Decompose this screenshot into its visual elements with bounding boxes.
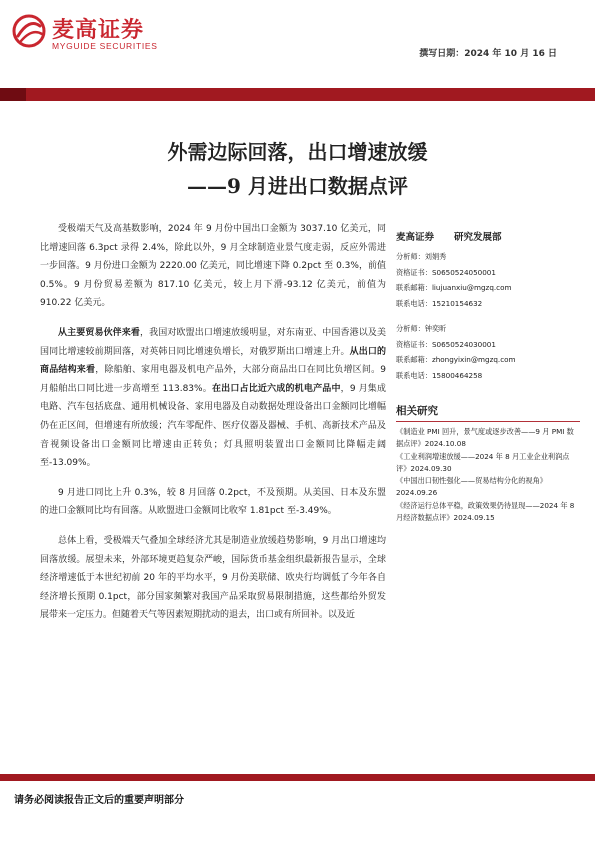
- sidebar: [396, 229, 580, 524]
- logo-text-en: MYGUIDE SECURITIES: [52, 41, 158, 51]
- footer-divider-bar: [0, 774, 595, 781]
- body-paragraph-1: 受极端天气及高基数影响，2024 年 9 月份中国出口金额为 3037.10 亿美元，同比增速回落 6.3pct 录得 2.4%，除此以外，9 月全球制造业景气度走弱，反应外需进一步回落。9 月份进口金额为 2220.00 亿美元，同比增速下降 0.2pct 至 0.3%，前值 0.5%。9 月份贸易差额为 817.10 亿美元，较上月下滑-93.12 亿美元，前值为 910.22 亿美元。: [40, 224, 386, 309]
- analyst-phone: 联系电话：15210154632: [396, 298, 483, 308]
- related-research-item[interactable]: 《制造业 PMI 回升，景气度或逐步改善——9 月 PMI 数据点评》2024.10.08: [396, 427, 574, 449]
- analyst-phone: 联系电话：15800464258: [396, 370, 483, 380]
- report-body: [40, 220, 386, 636]
- report-subtitle: ——9 月进出口数据点评: [187, 174, 408, 198]
- company-logo: [12, 10, 172, 56]
- related-research-item[interactable]: 《中国出口韧性强化——贸易结构分化的视角》2024.09.26: [396, 476, 547, 498]
- analyst-email[interactable]: 联系邮箱：liujuanxiu@mgzq.com: [396, 283, 512, 292]
- dept-name: 研究发展部: [454, 232, 502, 243]
- logo-text-cn: 麦高证券: [52, 17, 145, 43]
- analyst-cert: 资格证书：S0650524030001: [396, 339, 496, 349]
- report-date: 撰写日期：2024 年 10 月 16 日: [419, 49, 557, 59]
- body-paragraph-4: 总体上看，受极端天气叠加全球经济尤其是制造业放缓趋势影响，9 月出口增速均回落放缓。展望未来，外部环境更趋复杂严峻，国际货币基金组织最新报告显示，全球经济增速低于本世纪初前 20 年的平均水平，9 月份美联储、欧央行均调低了今年各自经济增长预期 0.1pct，部分国家频繁对我国产品采取贸易限制措施，这些都给外贸发展带来一定压力。但随着天气等因素短期扰动的退去，出口或有所回补。以及近: [40, 535, 386, 621]
- related-research-list: [396, 426, 580, 524]
- commodity-structure-lead: 从出口的商品结构来看: [40, 346, 386, 376]
- trade-partner-lead: 从主要贸易伙伴来看: [58, 327, 141, 338]
- header-divider-bar: [0, 88, 595, 101]
- related-research-item[interactable]: 《经济运行总体平稳，政策效果仍待显现——2024 年 8 月经济数据点评》2024.09.15: [396, 500, 575, 523]
- related-research-title: 相关研究: [396, 405, 438, 417]
- related-research-item[interactable]: 《工业利润增速放缓——2024 年 8 月工业企业利润点评》2024.09.30: [396, 451, 570, 473]
- analyst-name: 分析师：钟奕昕: [396, 324, 447, 333]
- analyst-email[interactable]: 联系邮箱：zhongyixin@mgzq.com: [396, 355, 516, 364]
- analyst-card: [396, 321, 580, 383]
- footer-disclaimer: 请务必阅读报告正文后的重要声明部分: [14, 795, 184, 806]
- body-paragraph-3: 9 月进口同比上升 0.3%，较 8 月回落 0.2pct，不及预期。从美国、日本及东盟的进口金额同比均有回落。从欧盟进口金额同比收窄 1.81pct 至-3.49%。: [40, 487, 386, 517]
- electromechanical-lead: 在出口占比近六成的机电产品中: [211, 383, 341, 394]
- org-name: 麦高证券: [396, 232, 435, 243]
- body-paragraph-2: 从主要贸易伙伴来看，我国对欧盟出口增速放缓明显，对东南亚、中国香港以及美国同比增速较前期回落，对英韩日同比增速负增长，对俄罗斯出口增速上升。从出口的商品结构来看，除船舶、家用电器及机电产品外，大部分商品出口在同比负增区间。9 月船舶出口同比进一步高增至 113.83%。在出口占比近六成的机电产品中，9 月集成电路、汽车包括底盘、通用机械设备、家用电器及自动数据处理设备出口金额同比增幅仍在正区间，但增速有所放缓；汽车零配件、医疗仪器及器械、手机、高新技术产品及音视频设备出口金额同比增速由正转负；灯具照明装置出口金额同比降幅走阔至-13.09%。: [40, 327, 386, 469]
- related-research-divider: [396, 421, 580, 422]
- logo-emblem-icon: [12, 14, 46, 48]
- analyst-cert: 资格证书：S0650524050001: [396, 267, 496, 277]
- sidebar-header: [396, 229, 580, 243]
- analyst-card: [396, 249, 580, 311]
- report-title: 外需边际回落，出口增速放缓: [167, 140, 428, 164]
- analyst-name: 分析师：刘娟秀: [396, 252, 447, 261]
